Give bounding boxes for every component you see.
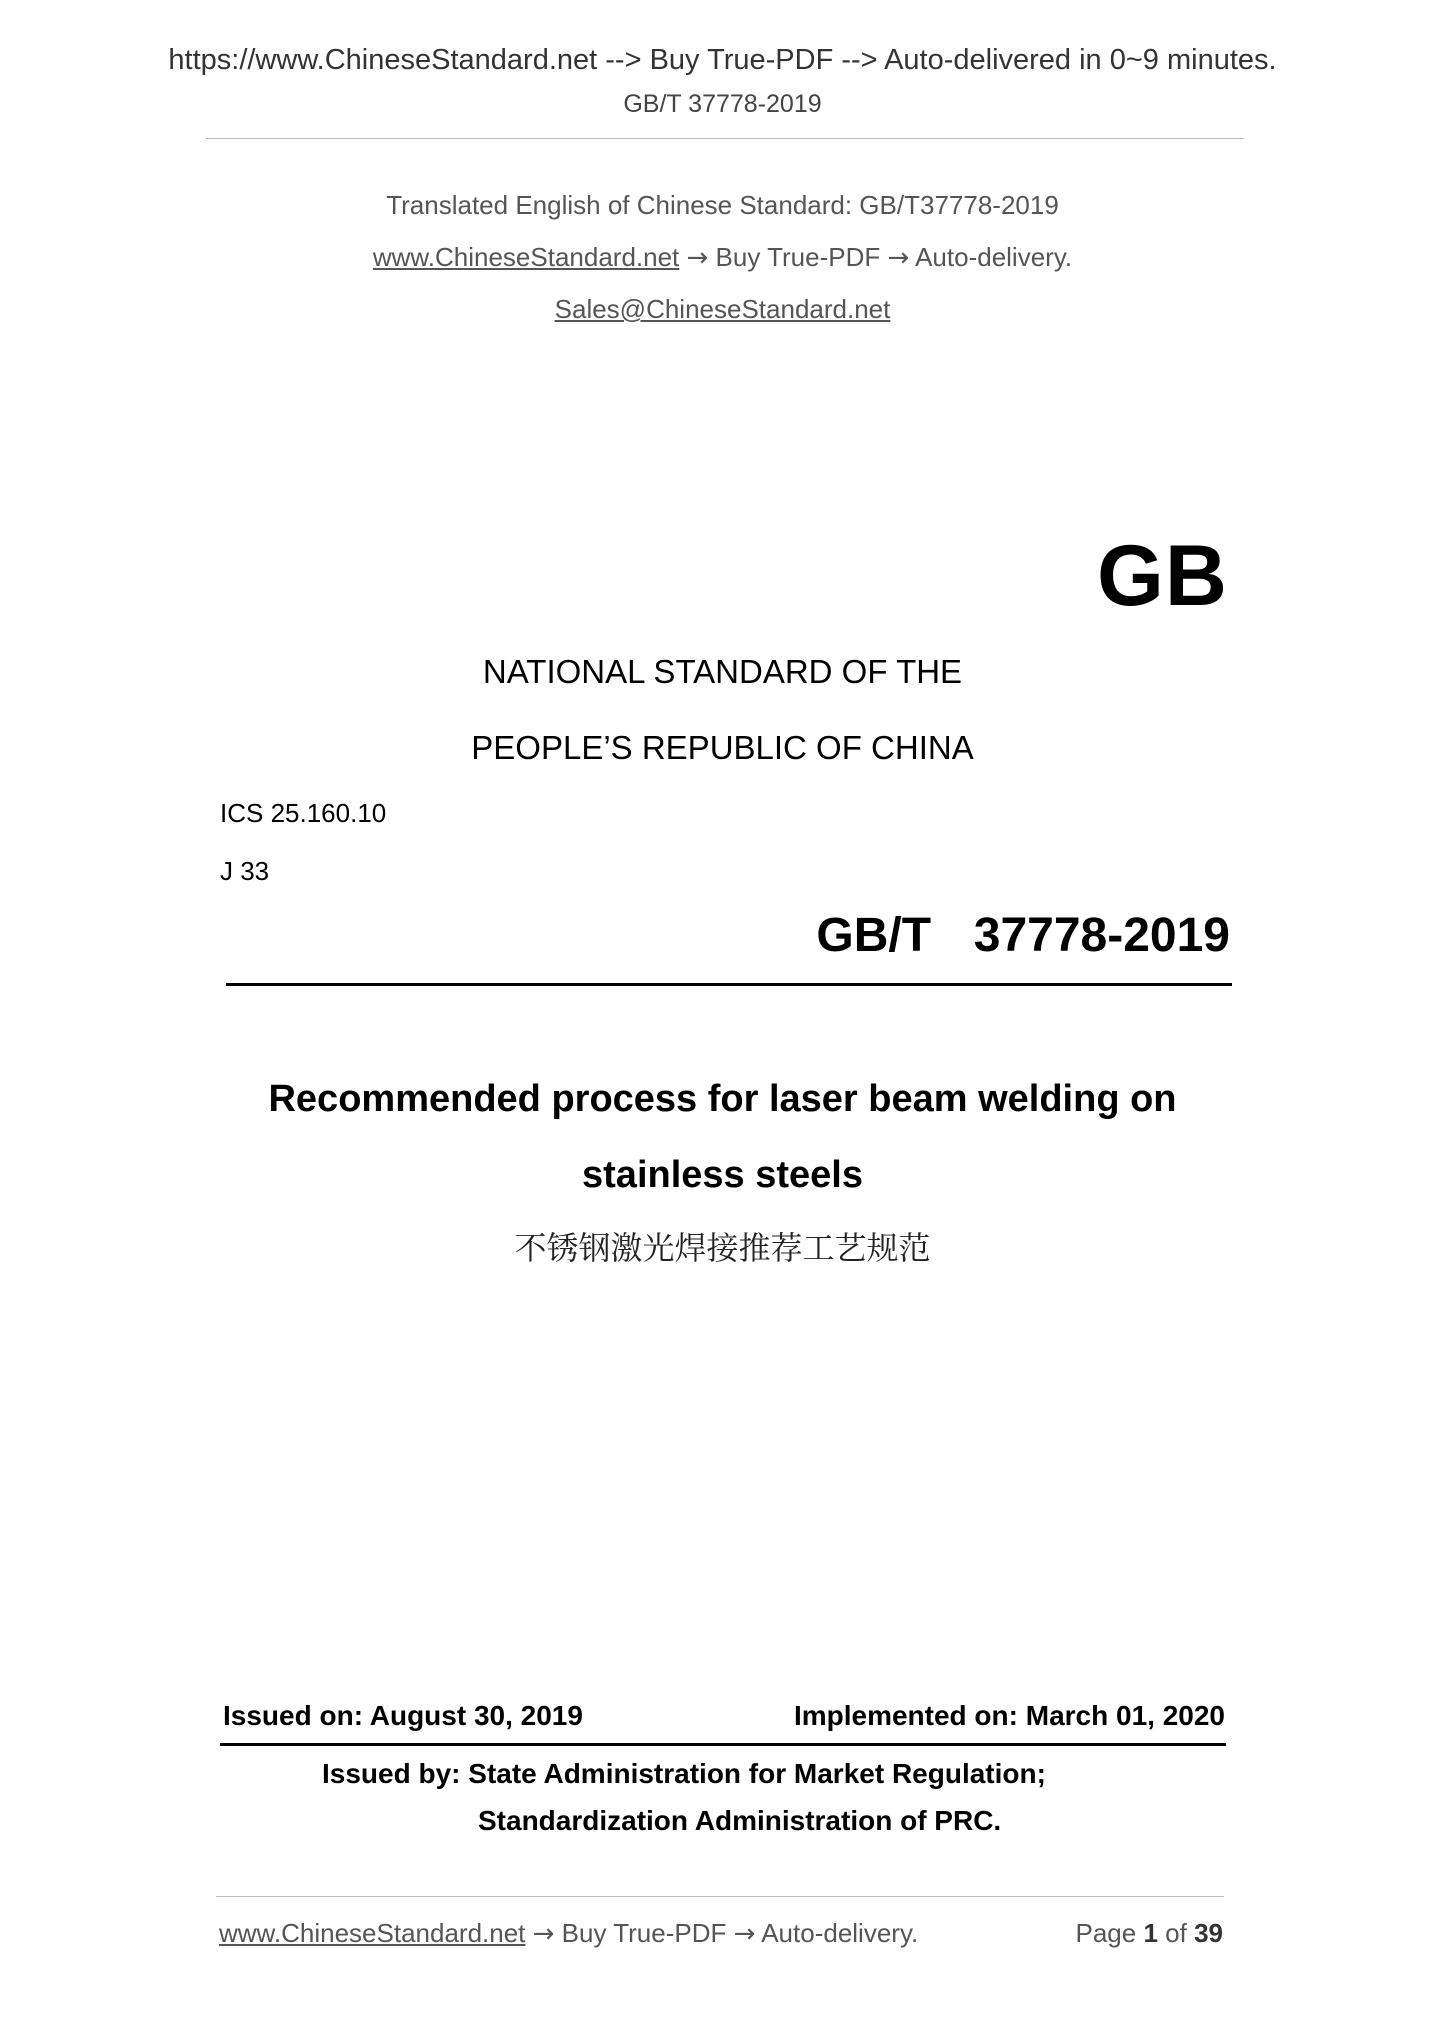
standard-number: GB/T 37778-2019 (816, 909, 1230, 962)
banner-buy-text: Buy True-PDF (649, 44, 834, 76)
footer-divider (216, 1896, 1224, 1897)
top-banner (0, 40, 1445, 80)
arrow-right-icon: → (887, 243, 910, 273)
page-current: 1 (1143, 1918, 1158, 1948)
title-line2: stainless steels (582, 1154, 863, 1196)
issued-by-line2: Standardization Administration of PRC. (478, 1805, 1002, 1836)
arrow-right-icon: → (733, 1919, 756, 1949)
footer-left (219, 1916, 918, 1951)
title-chinese: 不锈钢激光焊接推荐工艺规范 (514, 1229, 931, 1267)
page-of: of (1165, 1918, 1187, 1948)
banner-site-link[interactable]: https://www.ChineseStandard.net (168, 44, 598, 76)
footer-buy-text: Buy True-PDF (561, 1918, 727, 1948)
arrow-right-icon: → (686, 243, 709, 273)
national-standard-line1: NATIONAL STANDARD OF THE (482, 653, 963, 690)
footer-auto-delivery-text: Auto-delivery. (761, 1918, 919, 1948)
header-divider (206, 138, 1244, 139)
banner-separator: --> (597, 44, 650, 76)
arrow-right-icon: → (532, 1919, 555, 1949)
banner-delivered-text: Auto-delivered in 0~9 minutes. (884, 44, 1277, 76)
intro-auto-delivery-text: Auto-delivery. (915, 242, 1073, 272)
intro-buy-text: Buy True-PDF (715, 242, 881, 272)
header-doc-code: GB/T 37778-2019 (623, 90, 822, 118)
issued-on: Issued on: August 30, 2019 (223, 1700, 583, 1731)
issued-by-line1: Issued by: State Administration for Market Regulation; (322, 1758, 1046, 1789)
issue-divider (220, 1743, 1226, 1746)
footer-site-link[interactable]: www.ChineseStandard.net (219, 1918, 526, 1948)
title-line1: Recommended process for laser beam welding on (268, 1078, 1177, 1120)
national-standard-line2: PEOPLE’S REPUBLIC OF CHINA (471, 729, 974, 766)
sales-line (0, 292, 1445, 326)
translated-line: Translated English of Chinese Standard: GB/T37778-2019 (386, 190, 1059, 220)
standard-divider (226, 983, 1232, 986)
intro-site-link[interactable]: www.ChineseStandard.net (372, 242, 680, 272)
page-indicator (1075, 1916, 1223, 1950)
delivery-line (0, 240, 1445, 275)
banner-separator: --> (833, 44, 885, 76)
page-word: Page (1075, 1918, 1137, 1948)
j-code: J 33 (220, 856, 270, 886)
page-total: 39 (1194, 1918, 1223, 1948)
gb-logo: GB (1097, 528, 1228, 624)
ics-code: ICS 25.160.10 (220, 798, 387, 828)
implemented-on: Implemented on: March 01, 2020 (793, 1700, 1225, 1731)
sales-email-link[interactable]: Sales@ChineseStandard.net (554, 294, 891, 324)
